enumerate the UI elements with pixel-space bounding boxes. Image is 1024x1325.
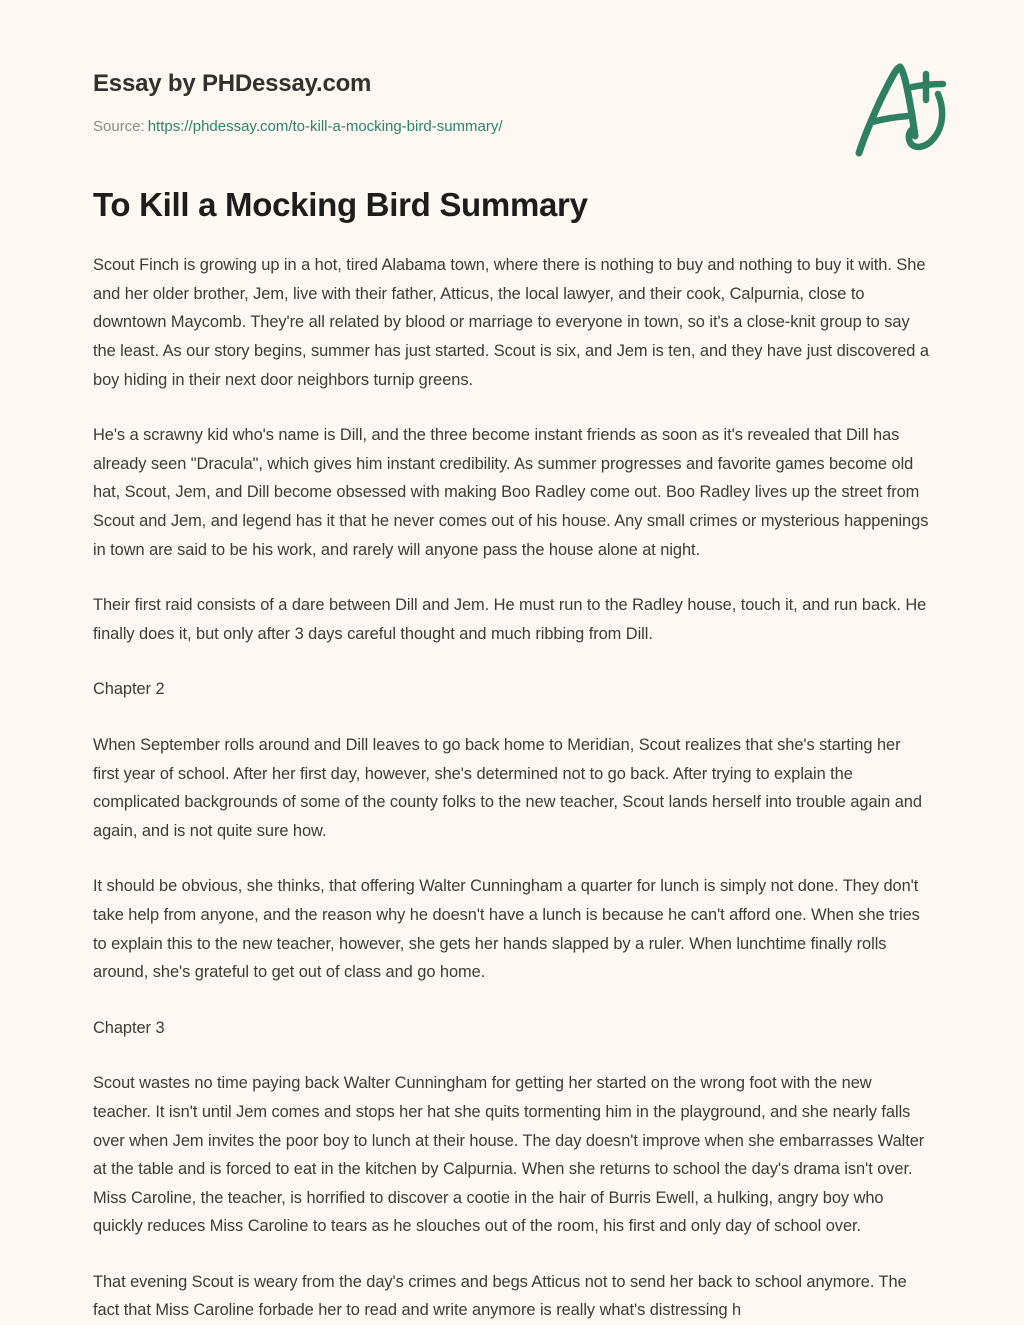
paragraph: When September rolls around and Dill leaves to go back home to Meridian, Scout realizes that she's starting her first year of school. After her first day, however, she's determined not to go back. After trying to explain the complicated backgrounds of some of the county folks to the new teacher, Scout lands herself into trouble again and again, and is not quite sure how. [93, 735, 922, 840]
a-plus-logo-icon [850, 56, 962, 160]
paragraph: Scout wastes no time paying back Walter Cunningham for getting her started on the wrong foot with the new teacher. It isn't until Jem comes and stops her hat she quits tormenting him in the playground, and she nearly falls over when Jem invites the poor boy to lunch at their house. The day doesn't improve when she embarrasses Walter at the table and is forced to eat in the kitchen by Calpurnia. When she returns to school the day's drama isn't over. Miss Caroline, the teacher, is horrified to discover a cootie in the hair of Burris Ewell, a hulking, angry boy who quickly reduces Miss Caroline to tears as he slouches out of the room, his first and only day of school over. [93, 1074, 925, 1236]
brand-title: Essay by PHDessay.com [93, 70, 372, 97]
source-link[interactable]: https://phdessay.com/to-kill-a-mocking-bird-summary/ [147, 117, 503, 135]
paragraph: Their first raid consists of a dare between Dill and Jem. He must run to the Radley house, touch it, and run back. He finally does it, but only after 3 days careful thought and much ribbing from Dill. [93, 596, 927, 643]
page-title: To Kill a Mocking Bird Summary [93, 186, 588, 223]
page-header [0, 0, 1024, 135]
chapter-heading-2: Chapter 2 [93, 680, 165, 699]
chapter-heading-3: Chapter 3 [93, 1018, 165, 1037]
paragraph: He's a scrawny kid who's name is Dill, and the three become instant friends as soon as it's revealed that Dill has already seen "Dracula", which gives him instant credibility. As summer progresses and favorite games become old hat, Scout, Jem, and Dill become obsessed with making Boo Radley come out. Boo Radley lives up the street from Scout and Jem, and legend has it that he never comes out of his house. Any small crimes or mysterious happenings in town are said to be his work, and rarely will anyone pass the house alone at night. [93, 426, 929, 559]
paragraph: It should be obvious, she thinks, that offering Walter Cunningham a quarter for lunch is simply not done. They don't take help from anyone, and the reason why he doesn't have a lunch is because he can't afford one. When she tries to explain this to the new teacher, however, she gets her hands slapped by a ruler. When lunchtime finally rolls around, she's grateful to get out of class and go home. [93, 877, 920, 982]
article [0, 184, 1024, 1325]
paragraph: That evening Scout is weary from the day's crimes and begs Atticus not to send her back to school anymore. The fact that Miss Caroline forbade her to read and write anymore is really what's distressing h [93, 1272, 907, 1320]
source-line [93, 117, 931, 137]
source-label: Source: [93, 117, 145, 135]
paragraph: Scout Finch is growing up in a hot, tired Alabama town, where there is nothing to buy and nothing to buy it with. She and her older brother, Jem, live with their father, Atticus, the local lawyer, and their cook, Calpurnia, close to downtown Maycomb. They're all related by blood or marriage to everyone in town, so it's a close-knit group to say the least. As our story begins, summer has just started. Scout is six, and Jem is ten, and they have just discovered a boy hiding in their next door neighbors turnip greens. [93, 256, 929, 389]
article-body [93, 251, 931, 1325]
